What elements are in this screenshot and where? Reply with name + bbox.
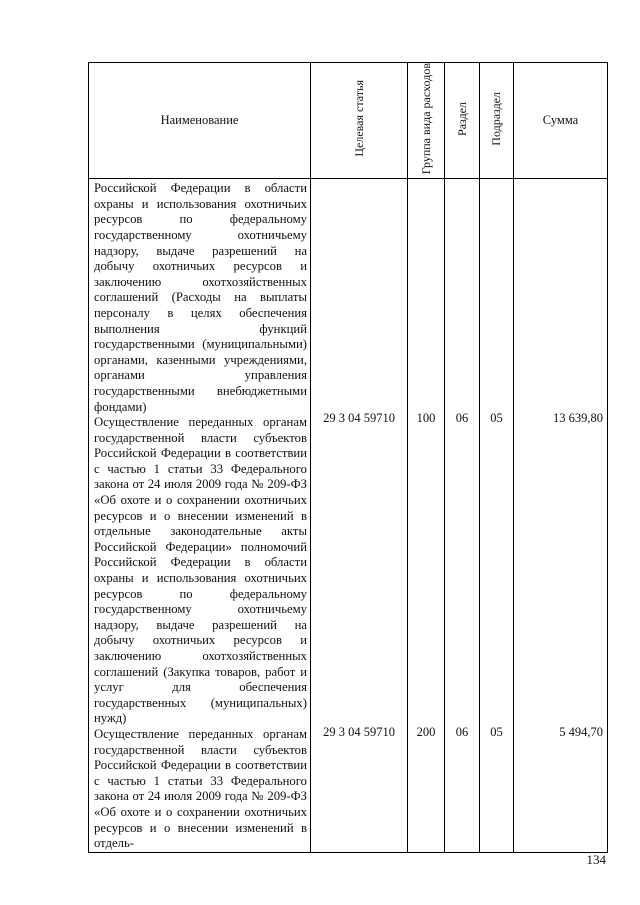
entry-2-target: 29 3 04 59710	[323, 725, 395, 740]
header-section: Раздел	[445, 63, 480, 179]
budget-table	[88, 62, 608, 853]
description-cell	[89, 179, 311, 853]
header-target-article: Целевая статья	[311, 63, 408, 179]
page-number: 134	[586, 852, 606, 867]
entry-1-target: 29 3 04 59710	[323, 411, 395, 426]
table-header-row	[89, 63, 608, 179]
entry-1-group: 100	[416, 411, 436, 426]
entry-2-group: 200	[416, 725, 436, 740]
entry-2-text: Осуществление переданных органам государственной власти субъектов Российской Федерации в соответствии с частью 1 статьи 33 Федерального закона от 24 июля 2009 года № 209-ФЗ «Об охоте и о сохранении охотничьих ресурсов и о внесении изменений в отдельные законодательные акты Российской Федерации» полномочий Российской Федерации в области охраны и использования охотничьих ресурсов по федеральному государственному охотничьему надзору, выдаче разрешений на добычу охотничьих ресурсов и заключению охотхозяйственных соглашений (Закупка товаров, работ и услуг для обеспечения государственных (муниципальных) нужд)	[94, 415, 307, 726]
entry-1-text: Российской Федерации в области охраны и использования охотничьих ресурсов по федеральному государственному охотничьему надзору, выдаче разрешений на добычу охотничьих ресурсов и заключению охотхозяйственных соглашений (Расходы на выплаты персоналу в целях обеспечения выполнения функций государственными (муниципальными) органами, казенными учреждениями, органами управления государственными внебюджетными фондами)	[94, 181, 307, 414]
subsection-cell	[480, 179, 514, 853]
entry-1-section: 06	[455, 411, 469, 426]
header-subsection: Подраздел	[480, 63, 514, 179]
entry-1-subsection: 05	[490, 411, 503, 426]
entry-2-section: 06	[455, 725, 469, 740]
entry-2-subsection: 05	[490, 725, 503, 740]
header-sum: Сумма	[514, 63, 608, 179]
table-body-row	[89, 179, 608, 853]
section-cell	[445, 179, 480, 853]
entry-2-sum: 5 494,70	[559, 725, 603, 740]
header-expense-group: Группа вида расходов	[408, 63, 445, 179]
entry-3-text: Осуществление переданных органам государственной власти субъектов Российской Федерации в соответствии с частью 1 статьи 33 Федерального закона от 24 июля 2009 года № 209-ФЗ «Об охоте и о сохранении охотничьих ресурсов и о внесении изменений в отдель-	[94, 726, 307, 851]
entry-1-sum: 13 639,80	[553, 411, 603, 426]
target-article-cell	[311, 179, 408, 853]
header-name: Наименование	[89, 63, 311, 179]
sum-cell	[514, 179, 608, 853]
expense-group-cell	[408, 179, 445, 853]
